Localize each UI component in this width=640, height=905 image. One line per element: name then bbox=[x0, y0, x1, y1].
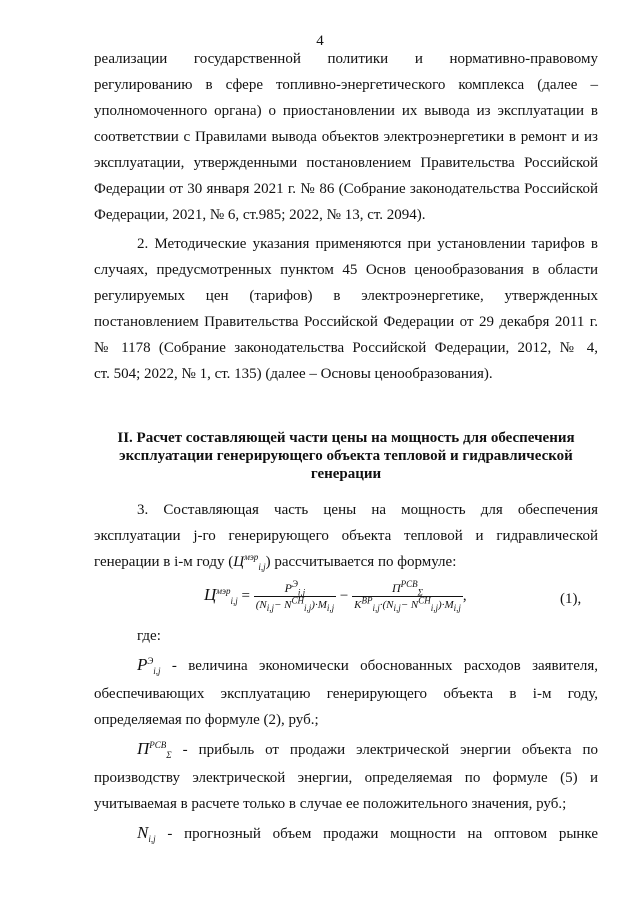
paragraph-1-line-1: реализации государственной политики и нормативно-правовому bbox=[94, 51, 598, 67]
paragraph-3-line-3-text: генерации в i-м году ( bbox=[94, 554, 234, 570]
paragraph-1-line-4: соответствии с Правилами вывода объектов электроэнергетики в ремонт и из bbox=[94, 129, 598, 145]
formula-lhs-sup: мэр bbox=[216, 585, 231, 596]
price-symbol-sup: мэр bbox=[244, 552, 259, 562]
formula-fraction-1-denominator: $(N_{i,j}- N^{CH}_{i,j})\cdot M_{i,j}$ bbox=[255, 595, 335, 614]
formula-fraction-1-numerator: $P^Э_{i,j}$ bbox=[254, 580, 336, 597]
definition-1-sub: i,j bbox=[153, 666, 161, 676]
paragraph-3-line-2: эксплуатации j-го генерирующего объекта тепловой и гидравлической bbox=[94, 528, 598, 544]
definition-3-symbol: N bbox=[137, 823, 149, 842]
paragraph-3-line-1: 3. Составляющая часть цены на мощность для обеспечения bbox=[137, 502, 598, 518]
definition-2-text: - прибыль от продажи электрической энергии объекта по bbox=[182, 742, 599, 758]
definition-3-text: - прогнозный объем продажи мощности на оптовом рынке bbox=[167, 826, 598, 842]
paragraph-3-line-3 bbox=[94, 553, 456, 571]
paragraph-2-line-5: № 1178 (Собрание законодательства Российской Федерации, 2012, № 4, bbox=[94, 340, 598, 356]
definition-2-line-2: производству электрической энергии, определяемая по формуле (5) и bbox=[94, 770, 598, 786]
section-heading-line-1: II. Расчет составляющей части цены на мощность для обеспечения bbox=[117, 430, 575, 446]
formula-1 bbox=[204, 580, 467, 613]
paragraph-2-line-2: случаях, предусмотренных пунктом 45 Основ ценообразования в области bbox=[94, 262, 598, 278]
definition-1-line-3: определяемая по формуле (2), руб.; bbox=[94, 712, 319, 728]
definition-3-line-1 bbox=[137, 824, 598, 843]
paragraph-2-line-3: регулируемых цен (тарифов) в электроэнергетике, утвержденных bbox=[94, 288, 598, 304]
formula-equals: = bbox=[241, 587, 250, 604]
paragraph-3-line-3-end: ) рассчитывается по формуле: bbox=[265, 554, 457, 570]
formula-fraction-2 bbox=[352, 580, 463, 613]
definition-2-line-3: учитываемая в расчете только в случае ее положительного значения, руб.; bbox=[94, 796, 567, 812]
paragraph-2-line-1: 2. Методические указания применяются при установлении тарифов в bbox=[137, 236, 598, 252]
paragraph-2-line-4: постановлением Правительства Российской Федерации от 29 декабря 2011 г. bbox=[94, 314, 598, 330]
definition-2-sub: Σ bbox=[166, 750, 172, 760]
formula-comma: , bbox=[462, 587, 467, 604]
formula-lhs-symbol: Ц bbox=[204, 584, 217, 604]
definition-2-sup: РСВ bbox=[149, 740, 167, 750]
paragraph-2-last-line: ст. 504; 2022, № 1, ст. 135) (далее – Основы ценообразования). bbox=[94, 366, 493, 382]
paragraph-1-line-6: Федерации от 30 января 2021 г. № 86 (Собрание законодательства Российской bbox=[94, 181, 598, 197]
definition-3-sub: i,j bbox=[148, 834, 156, 844]
definition-1-line-2: обеспечивающих эксплуатацию генерирующего объекта в i-м году, bbox=[94, 686, 598, 702]
paragraph-1-line-3: уполномоченного органа) о приостановлении их вывода из эксплуатации в bbox=[94, 103, 598, 119]
price-symbol-sub: i,j bbox=[258, 562, 266, 572]
definition-2-line-1 bbox=[137, 740, 598, 759]
section-heading-line-2: эксплуатации генерирующего объекта тепловой и гидравлической bbox=[119, 448, 573, 464]
formula-fraction-2-denominator: $K^{ВР}_{i,j}\cdot(N_{i,j}- N^{CH}_{i,j})\cdot M_{i,j}$ bbox=[354, 595, 461, 614]
definition-1-sup: Э bbox=[147, 656, 154, 666]
definition-1-line-1 bbox=[137, 656, 598, 675]
price-symbol: Ц bbox=[233, 554, 245, 570]
section-heading-line-3: генерации bbox=[310, 466, 382, 482]
paragraph-1-line-2: регулированию в сфере топливно-энергетического комплекса (далее – bbox=[94, 77, 598, 93]
formula-minus: − bbox=[339, 587, 349, 604]
page-number: 4 bbox=[316, 33, 324, 49]
paragraph-1-line-5: эксплуатации, утвержденными постановлением Правительства Российской bbox=[94, 155, 598, 171]
formula-fraction-1 bbox=[254, 580, 336, 613]
definition-1-symbol: P bbox=[137, 655, 148, 674]
where-label: где: bbox=[137, 628, 161, 644]
formula-lhs-sub: i,j bbox=[230, 595, 238, 606]
formula-number: (1), bbox=[560, 591, 582, 607]
paragraph-1-last-line: Федерации, 2021, № 6, ст.985; 2022, № 13, ст. 2094). bbox=[94, 207, 426, 223]
formula-fraction-2-numerator: $П^{РСВ}_\Sigma$ bbox=[352, 580, 463, 597]
definition-2-symbol: П bbox=[137, 739, 150, 758]
definition-1-text: - величина экономически обоснованных расходов заявителя, bbox=[171, 658, 599, 674]
